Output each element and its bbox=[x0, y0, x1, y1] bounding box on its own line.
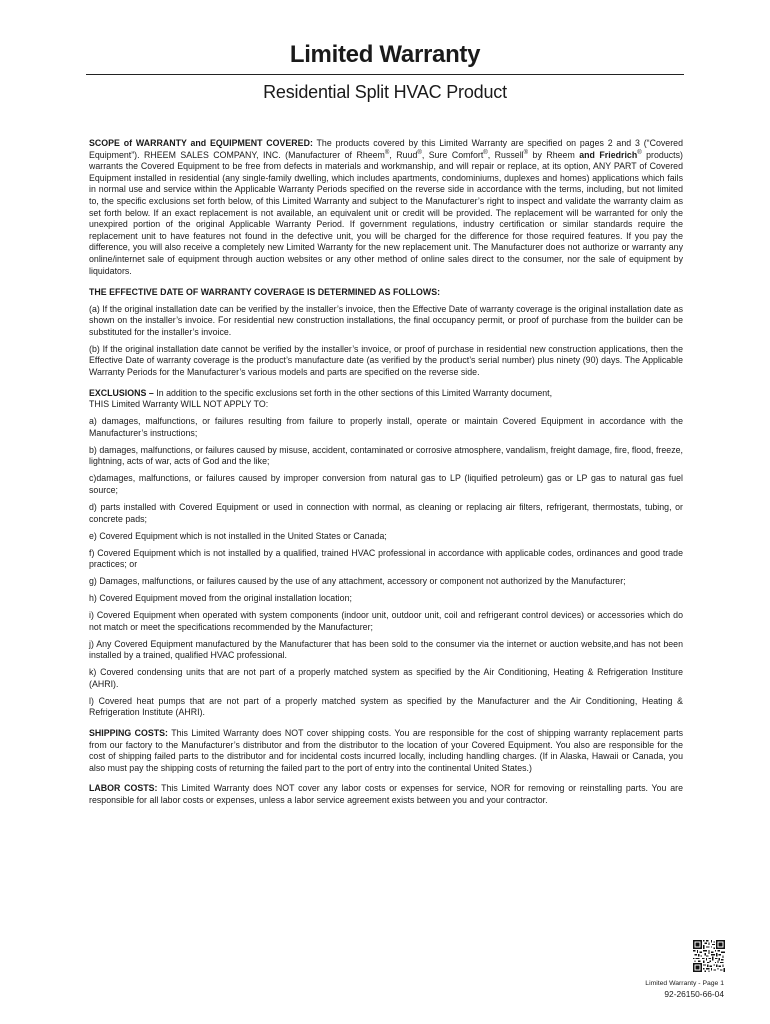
warranty-body bbox=[89, 138, 683, 812]
exclusion-item-h: h) Covered Equipment moved from the original installation location; bbox=[89, 593, 352, 604]
exclusion-item-e: e) Covered Equipment which is not installed in the United States or Canada; bbox=[89, 530, 387, 541]
exclusions-heading: EXCLUSIONS – bbox=[89, 387, 154, 398]
scope-text-f: products) warrants the Covered Equipment to be free from defects in materials and workmanship, and will repair or replace, at its option, ANY PART of Covered Equipment installed in residential (any single-family dwelling, which includes apartments, condominiums, duplexes and homes) applications which fails in normal use and service within the Applicable Warranty Periods specified on the reverse side in accordance with the terms, including, but not limited to, the specific exclusions set forth below, of this Limited Warranty and subject to the Manufacturer’s right to inspect and validate the warranty claim as set forth below. If an exact replacement is not available, an equivalent unit or credit will be provided. The replacement will be warranted for only the unexpired portion of the original Applicable Warranty Period. If government regulations, industry certification or similar standards require the replacement unit to have features not found in the defective unit, you will be charged for the difference for those required features. If you pay the difference, you will also receive a completely new Limited Warranty for the new replacement unit. The Manufacturer does not authorize or warranty any online/internet sale of equipment through auction websites or any other method of online sales direct to the consumer, nor the sale of equipment by liquidators. bbox=[89, 149, 683, 276]
exclusion-item-i: i) Covered Equipment when operated with system components (indoor unit, outdoor unit, coil and refrigerant control devices) or accessories which do not match or meet the specifications recommended by the Manufacturer; bbox=[89, 610, 683, 632]
shipping-costs-paragraph bbox=[89, 728, 683, 774]
effective-date-item-b: (b) If the original installation date cannot be verified by the installer’s invoice, or proof of purchase in residential new construction applications, then the Effective Date of warranty coverage is the product’s manufacture date (as verified by the product’s serial number) plus ninety (90) days. The Applicable Warranty Periods for the Manufacturer’s various models and parts are specified on the reverse side. bbox=[89, 343, 683, 378]
scope-text-e: by Rheem bbox=[528, 149, 580, 160]
shipping-costs-text: This Limited Warranty does NOT cover shipping costs. You are responsible for the cost of shipping warranty replacement parts from our factory to the Manufacturer’s distributor and from the distributor to the location of your Covered Equipment. You also are responsible for the cost of shipping failed parts to the distributor and for incidental costs incurred locally, including handling charges. (If in Alaska, Hawaii or Canada, you also must pay the shipping costs of returning the failed part to the port of entry into the continental United States.) bbox=[89, 728, 683, 773]
registered-mark: ® bbox=[384, 149, 390, 156]
title-divider bbox=[86, 74, 684, 75]
registered-mark: ® bbox=[417, 149, 422, 156]
exclusions-intro-text-2: THIS Limited Warranty WILL NOT APPLY TO: bbox=[89, 399, 269, 410]
effective-date-heading: THE EFFECTIVE DATE OF WARRANTY COVERAGE IS DETERMINED AS FOLLOWS: bbox=[89, 287, 441, 298]
exclusion-item-j: j) Any Covered Equipment manufactured by the Manufacturer that has been sold to the consumer via the internet or auction website,and has not been installed by a trained, qualified HVAC professional. bbox=[89, 638, 683, 661]
exclusion-item-k: k) Covered condensing units that are not part of a properly matched system as specified by the Air Conditioning, Heating & Refrigeration Institure (AHRI). bbox=[89, 667, 683, 689]
page-subtitle: Residential Split HVAC Product bbox=[263, 82, 507, 102]
registered-mark: ® bbox=[483, 149, 488, 156]
exclusion-item-b: b) damages, malfunctions, or failures caused by misuse, accident, contaminated or corrosive atmosphere, vandalism, freight damage, fire, flood, freeze, lightning, acts of war, acts of God and the like; bbox=[89, 444, 683, 467]
registered-mark: ® bbox=[523, 149, 529, 156]
scope-text-d: , Russell bbox=[487, 149, 524, 160]
shipping-costs-heading: SHIPPING COSTS: bbox=[89, 728, 168, 739]
qr-code-icon bbox=[693, 940, 725, 972]
friedrich-brand: and Friedrich bbox=[579, 149, 638, 160]
scope-paragraph bbox=[89, 138, 683, 277]
effective-date-item-a: (a) If the original installation date can be verified by the installer’s invoice, then the Effective Date of warranty coverage is the original installation date as shown on the installer’s invoice. For residential new construction installations, the final occupancy permit, or proof of purchase from the builder can be substituted for the installer’s invoice. bbox=[89, 303, 683, 337]
scope-text-c: , Sure Comfort bbox=[421, 149, 484, 160]
exclusion-item-l: l) Covered heat pumps that are not part of a properly matched system as specified by the Manufacturer and the Air Conditioning, Heating & Refrigeration Institute (AHRI). bbox=[89, 695, 683, 718]
exclusions-intro-text: In addition to the specific exclusions set forth in the other sections of this Limited Warranty document, bbox=[153, 387, 553, 398]
exclusion-item-c: c)damages, malfunctions, or failures caused by improper conversion from natural gas to LP (liquified petroleum) gas or LP gas to natural gas fuel source; bbox=[89, 473, 683, 495]
exclusion-item-g: g) Damages, malfunctions, or failures caused by the use of any attachment, accessory or component not authorized by the Manufacturer; bbox=[89, 576, 626, 587]
exclusions-intro bbox=[89, 388, 683, 411]
labor-costs-heading: LABOR COSTS: bbox=[89, 783, 158, 794]
registered-mark: ® bbox=[637, 149, 642, 156]
exclusion-item-a: a) damages, malfunctions, or failures resulting from failure to properly install, operate or maintain Covered Equipment in accordance with the Manufacturer’s instructions; bbox=[89, 416, 683, 438]
scope-text-a: The products covered by this Limited Warranty are specified on pages 2 and 3 (“Covered Equipment”). RHEEM SALES COMPANY, INC. (Manufacturer of Rheem bbox=[89, 138, 683, 160]
scope-text-b: , Ruud bbox=[389, 149, 418, 160]
scope-heading: SCOPE of WARRANTY and EQUIPMENT COVERED: bbox=[89, 138, 313, 148]
footer-page-label: Limited Warranty - Page 1 bbox=[645, 980, 724, 987]
exclusion-item-f: f) Covered Equipment which is not installed by a qualified, trained HVAC professional in accordance with applicable codes, ordinances and good trade practices; or bbox=[89, 547, 683, 570]
footer-doc-code: 92-26150-66-04 bbox=[664, 989, 724, 999]
page-footer bbox=[645, 979, 724, 999]
labor-costs-paragraph bbox=[89, 783, 683, 806]
labor-costs-text: This Limited Warranty does NOT cover any labor costs or expenses for service, NOR for removing or reinstalling parts. You are responsible for all labor costs or expenses, unless a labor service agreement exists between you and your contractor. bbox=[89, 783, 683, 805]
page-title: Limited Warranty bbox=[289, 41, 481, 68]
exclusion-item-d: d) parts installed with Covered Equipment or used in connection with normal, as cleaning or replacing air filters, refrigerant, thermostats, tubing, or concrete pads; bbox=[89, 501, 683, 524]
